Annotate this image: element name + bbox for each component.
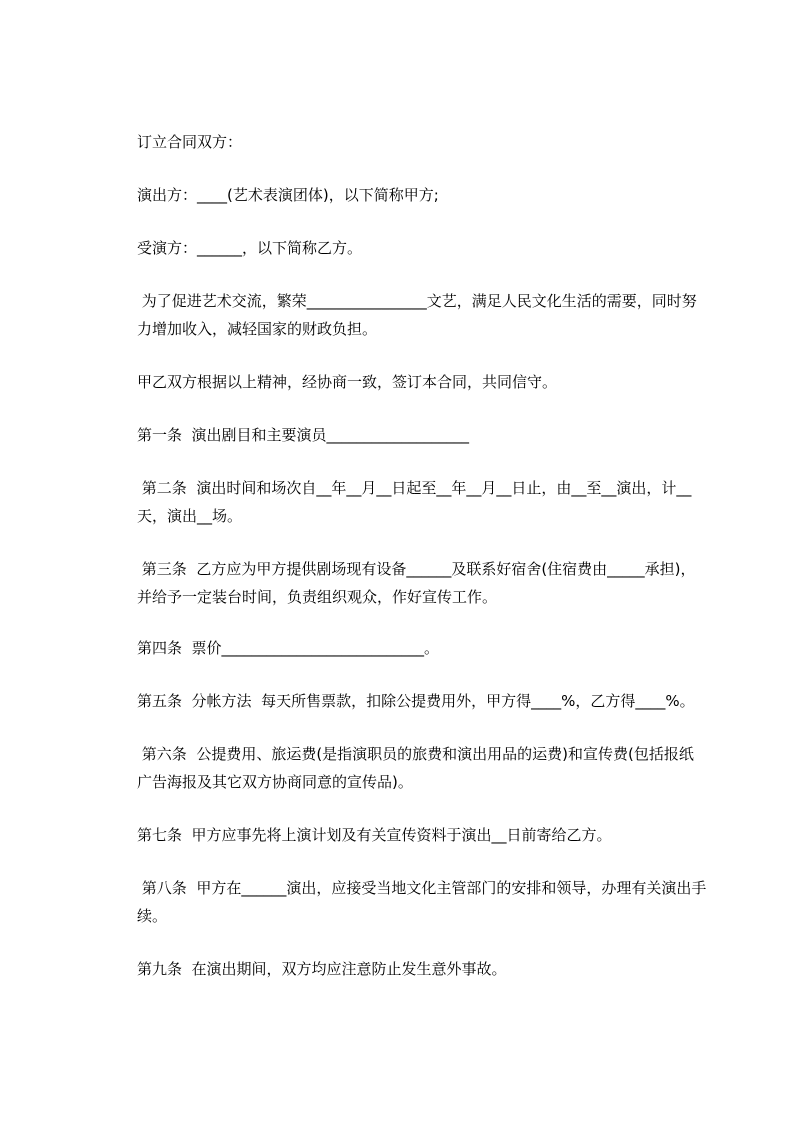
article-8: 第八条 甲方在______演出，应接受当地文化主管部门的安排和领导，办理有关演出手续。 [137,879,707,925]
article-6: 第六条 公提费用、旅运费(是指演职员的旅费和演出用品的运费)和宣传费(包括报纸广告海报及其它双方协商同意的宣传品)。 [137,745,694,791]
purpose-paragraph: 为了促进艺术交流，繁荣________________文艺，满足人民文化生活的需要，同时努力增加收入，减轻国家的财政负担。 [137,292,697,338]
contract-parties-heading: 订立合同双方： [137,133,243,151]
article-9: 第九条 在演出期间，双方均应注意防止发生意外事故。 [137,960,507,978]
article-4: 第四条 票价___________________________。 [137,639,440,657]
article-1: 第一条 演出剧目和主要演员___________________ [137,426,470,444]
agreement-paragraph: 甲乙双方根据以上精神，经协商一致，签订本合同，共同信守。 [137,373,558,391]
party-b-line: 受演方：______，以下简称乙方。 [137,239,363,257]
article-5: 第五条 分帐方法 每天所售票款，扣除公提费用外，甲方得____%，乙方得____%。 [137,692,695,710]
article-3: 第三条 乙方应为甲方提供剧场现有设备______及联系好宿舍(住宿费由_____承担)，并给予一定装台时间，负责组织观众，作好宣传工作。 [137,560,696,606]
party-a-line: 演出方：____(艺术表演团体)，以下简称甲方; [137,186,439,204]
article-7: 第七条 甲方应事先将上演计划及有关宣传资料于演出__日前寄给乙方。 [137,826,612,844]
article-2: 第二条 演出时间和场次自__年__月__日起至__年__月__日止，由__至__演出，计__天，演出__场。 [137,479,692,525]
